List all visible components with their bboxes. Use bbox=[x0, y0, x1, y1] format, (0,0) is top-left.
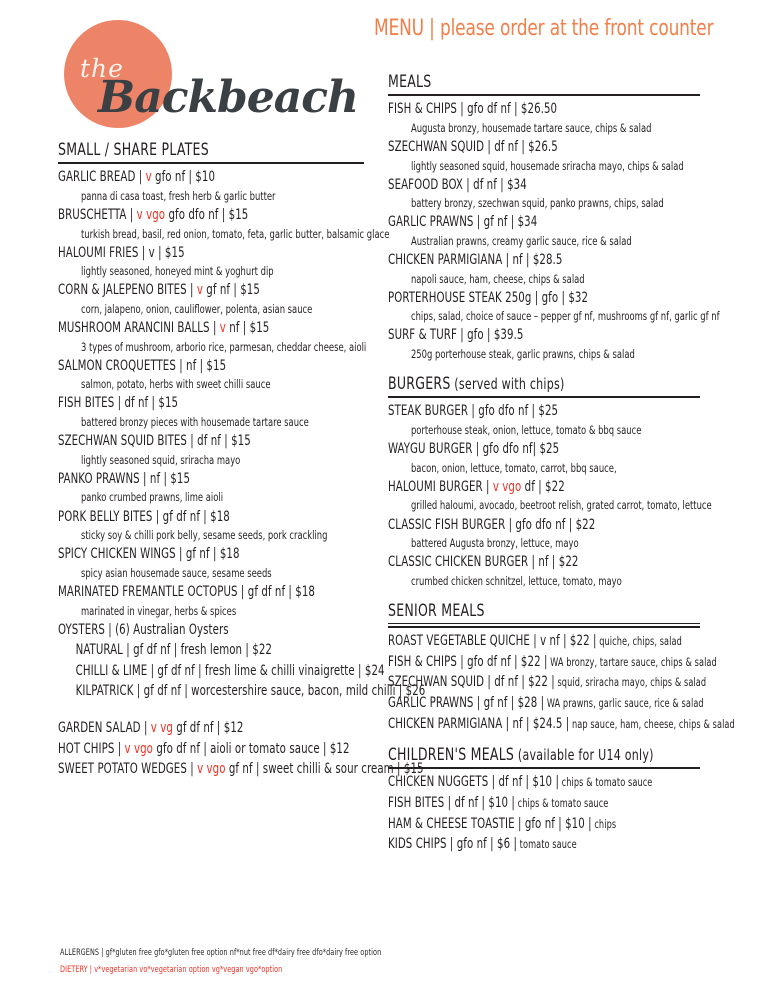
section-divider bbox=[388, 623, 700, 628]
menu-item-tags-dietary: v bbox=[196, 282, 203, 299]
menu-item-line bbox=[388, 814, 638, 835]
section-title-small-share-plates: SMALL / SHARE PLATES bbox=[58, 140, 209, 160]
menu-item-name: GARLIC BREAD | bbox=[58, 169, 143, 186]
menu-item-description: bacon, onion, lettuce, tomato, carrot, bbq sauce, bbox=[410, 460, 617, 475]
menu-item-tags-dietary: v vgo bbox=[136, 206, 166, 223]
menu-item-description: chips, salad, choice of sauce – pepper gf nf, mushrooms gf nf, garlic gf nf bbox=[410, 309, 720, 324]
menu-item-name: SPICY CHICKEN WINGS | gf nf | $18 bbox=[58, 546, 240, 563]
menu-item-line bbox=[58, 356, 303, 377]
menu-item-tags-dietary: v bbox=[145, 169, 152, 186]
menu-item-description: chips bbox=[591, 816, 617, 831]
menu-item-name: SZECHWAN SQUID BITES | df nf | $15 bbox=[58, 433, 251, 450]
menu-item-line: CHICKEN PARMIGIANA | nf | $28.5 bbox=[388, 252, 563, 269]
brand-logo bbox=[58, 18, 358, 128]
menu-item bbox=[388, 250, 700, 288]
menu-item bbox=[388, 401, 700, 439]
menu-item bbox=[58, 718, 364, 739]
menu-item-line bbox=[58, 507, 303, 528]
section-divider bbox=[58, 162, 364, 164]
menu-item bbox=[58, 356, 364, 394]
menu-item bbox=[388, 693, 704, 714]
menu-item bbox=[388, 99, 700, 137]
menu-item-line bbox=[388, 793, 638, 814]
menu-item bbox=[58, 544, 364, 582]
menu-item-description: nap sauce, ham, cheese, chips & salad bbox=[569, 716, 735, 731]
menu-item-name: HOT CHIPS | bbox=[58, 740, 122, 757]
section-title-text: CHILDREN'S MEALS bbox=[388, 745, 515, 766]
menu-item-name: BRUSCHETTA | bbox=[58, 206, 134, 223]
logo-the-text: the bbox=[80, 54, 124, 83]
menu-item-name: PORK BELLY BITES | gf df nf | $18 bbox=[58, 508, 230, 525]
menu-item-description: grilled haloumi, avocado, beetroot relish, grated carrot, tomato, lettuce bbox=[410, 498, 712, 513]
menu-item-line bbox=[388, 834, 638, 855]
section-title-senior-meals: SENIOR MEALS bbox=[388, 600, 485, 621]
menu-item-line bbox=[58, 739, 350, 760]
menu-item-name: FISH BITES | df nf | $10 | bbox=[388, 795, 515, 811]
menu-item-line: SURF & TURF | gfo | $39.5 bbox=[388, 327, 524, 344]
menu-item bbox=[388, 325, 700, 363]
section-burgers bbox=[388, 374, 712, 590]
menu-item-description: panko crumbed prawns, lime aioli bbox=[80, 490, 224, 505]
menu-item bbox=[58, 393, 364, 431]
menu-item-description: lightly seasoned squid, sriracha mayo bbox=[80, 452, 241, 467]
menu-item bbox=[388, 834, 700, 855]
menu-item-name: MARINATED FREMANTLE OCTOPUS | gf df nf | $18 bbox=[58, 583, 316, 600]
section-title-childrens-meals bbox=[388, 745, 654, 766]
legend bbox=[60, 944, 380, 978]
menu-item bbox=[388, 137, 700, 175]
menu-subitem-line: KILPATRICK | gf df nf | worcestershire sauce, bacon, mild chilli | $26 bbox=[75, 683, 426, 700]
menu-item-description: battered bronzy pieces with housemade tartare sauce bbox=[80, 415, 309, 430]
menu-item-name: GARLIC PRAWNS | gf nf | $28 | bbox=[388, 694, 545, 711]
menu-item-tags-dietary: v bbox=[219, 320, 226, 337]
menu-item-line bbox=[388, 714, 735, 735]
menu-item bbox=[58, 507, 364, 545]
menu-item-name: ROAST VEGETABLE QUICHE | v nf | $22 | bbox=[388, 633, 597, 650]
menu-item bbox=[388, 439, 700, 477]
section-title-text: BURGERS bbox=[388, 374, 451, 395]
section-meals bbox=[388, 72, 720, 363]
menu-item-line bbox=[58, 280, 303, 301]
menu-item-description: WA prawns, garlic sauce, rice & salad bbox=[544, 695, 704, 710]
menu-item-line bbox=[58, 544, 303, 565]
menu-item bbox=[388, 652, 717, 673]
menu-item-line bbox=[388, 477, 638, 498]
menu-subitem bbox=[58, 661, 385, 682]
menu-item-tags: df | $22 bbox=[524, 478, 565, 495]
menu-item bbox=[58, 739, 364, 760]
menu-item-name: CORN & JALEPENO BITES | bbox=[58, 282, 194, 299]
legend-dietery: DIETERY | v*vegetarian vo*vegetarian option vg*vegan vgo*option bbox=[60, 963, 283, 974]
menu-item bbox=[58, 431, 364, 469]
menu-item-line bbox=[388, 772, 653, 793]
menu-item-description: Augusta bronzy, housemade tartare sauce, chips & salad bbox=[410, 120, 652, 135]
menu-item-line bbox=[58, 431, 303, 452]
menu-item-tags: gf df nf | $12 bbox=[176, 720, 244, 737]
menu-item-description: panna di casa toast, fresh herb & garlic butter bbox=[80, 188, 276, 203]
menu-item-name: HAM & CHEESE TOASTIE | gfo nf | $10 | bbox=[388, 815, 592, 832]
menu-item-description: spicy asian housemade sauce, sesame seeds bbox=[80, 565, 272, 580]
menu-item-description: napoli sauce, ham, cheese, chips & salad bbox=[410, 271, 585, 286]
menu-item-description: chips & tomato sauce bbox=[558, 775, 653, 790]
menu-item-line: SZECHWAN SQUID | df nf | $26.5 bbox=[388, 138, 558, 155]
menu-item bbox=[388, 212, 700, 250]
spacer bbox=[58, 702, 364, 718]
spacer bbox=[388, 592, 700, 601]
section-title-meals: MEALS bbox=[388, 72, 432, 92]
menu-item-description: chips & tomato sauce bbox=[514, 796, 609, 810]
menu-item-description: WA bronzy, tartare sauce, chips & salad bbox=[547, 654, 717, 669]
menu-item-oysters bbox=[58, 620, 364, 641]
menu-item-description: battery bronzy, szechwan squid, panko prawns, chips, salad bbox=[410, 196, 664, 211]
menu-item-description: lightly seasoned squid, housemade sriracha mayo, chips & salad bbox=[410, 158, 684, 173]
menu-item-description: corn, jalapeno, onion, cauliflower, polenta, asian sauce bbox=[80, 301, 313, 316]
spacer bbox=[388, 365, 700, 374]
menu-item-tags-dietary: v vgo bbox=[124, 740, 154, 757]
menu-item-tags: gfo nf | $10 bbox=[155, 169, 216, 186]
menu-item-name: FISH & CHIPS | gfo df nf | $22 | bbox=[388, 653, 548, 670]
menu-item-line: STEAK BURGER | gfo dfo nf | $25 bbox=[388, 403, 559, 420]
menu-item bbox=[388, 552, 700, 590]
menu-subitem-line: CHILLI & LIME | gf df nf | fresh lime & chilli vinaigrette | $24 bbox=[75, 662, 385, 679]
menu-item-line: SEAFOOD BOX | df nf | $34 bbox=[388, 176, 527, 193]
menu-item-tags: gf nf | sweet chilli & sour cream | $15 bbox=[228, 761, 424, 778]
menu-item-line: FISH & CHIPS | gfo df nf | $26.50 bbox=[388, 101, 558, 118]
menu-item-description: quiche, chips, salad bbox=[596, 634, 682, 649]
menu-item-description: marinated in vinegar, herbs & spices bbox=[80, 603, 237, 618]
menu-item-line: WAYGU BURGER | gfo dfo nf| $25 bbox=[388, 441, 560, 458]
menu-item bbox=[58, 582, 364, 620]
menu-item-description: porterhouse steak, onion, lettuce, tomato & bbq sauce bbox=[410, 423, 642, 438]
menu-item-description: crumbed chicken schnitzel, lettuce, tomato, mayo bbox=[410, 573, 622, 588]
menu-item-description: salmon, potato, herbs with sweet chilli sauce bbox=[80, 377, 271, 392]
menu-item-name: CHICKEN PARMIGIANA | nf | $24.5 | bbox=[388, 715, 570, 732]
menu-item-name: SALMON CROQUETTES | nf | $15 bbox=[58, 357, 227, 374]
legend-allergens: ALLERGENS | gf*gluten free gfo*gluten free option nf*nut free df*dairy free dfo*dairy free option bbox=[60, 947, 382, 957]
menu-item bbox=[58, 318, 367, 356]
menu-item-line bbox=[58, 582, 316, 603]
menu-item-name: SZECHWAN SQUID | df nf | $22 | bbox=[388, 674, 555, 691]
menu-item bbox=[58, 167, 364, 205]
menu-subitem bbox=[58, 640, 364, 661]
menu-item-name: CHICKEN NUGGETS | df nf | $10 | bbox=[388, 774, 559, 791]
menu-item-line bbox=[388, 631, 682, 652]
menu-item-line bbox=[58, 393, 303, 414]
menu-item-line bbox=[388, 693, 704, 714]
menu-item-line: PORTERHOUSE STEAK 250g | gfo | $32 bbox=[388, 289, 589, 306]
menu-item bbox=[388, 477, 712, 515]
logo-name-text: Backbeach bbox=[98, 72, 359, 123]
spacer bbox=[388, 736, 700, 745]
section-title-burgers bbox=[388, 374, 644, 395]
menu-item-line bbox=[58, 318, 303, 339]
menu-item bbox=[388, 793, 700, 814]
menu-item-tags: gf nf | $15 bbox=[206, 282, 260, 299]
menu-item-line: OYSTERS | (6) Australian Oysters bbox=[58, 621, 229, 638]
menu-item-description: turkish bread, basil, red onion, tomato, feta, garlic butter, balsamic glace bbox=[80, 226, 390, 241]
menu-item bbox=[388, 175, 700, 213]
menu-item-line bbox=[58, 759, 424, 780]
section-title-subtext: (served with chips) bbox=[450, 375, 565, 394]
menu-item-name: SWEET POTATO WEDGES | bbox=[58, 761, 194, 778]
menu-item-line bbox=[388, 652, 717, 673]
menu-item-name: HALOUMI BURGER | bbox=[388, 478, 490, 495]
menu-item bbox=[388, 772, 700, 793]
menu-item-name: HALOUMI FRIES | v | $15 bbox=[58, 244, 185, 261]
menu-item bbox=[388, 814, 700, 835]
section-divider bbox=[388, 396, 700, 398]
menu-item-description: 3 types of mushroom, arborio rice, parmesan, cheddar cheese, aioli bbox=[80, 339, 367, 354]
menu-item bbox=[58, 243, 364, 281]
menu-item-name: KIDS CHIPS | gfo nf | $6 | bbox=[388, 836, 517, 853]
menu-item-tags-dietary: v vgo bbox=[197, 761, 226, 778]
menu-item-line: GARLIC PRAWNS | gf nf | $34 bbox=[388, 214, 538, 231]
menu-item-name: PANKO PRAWNS | nf | $15 bbox=[58, 470, 191, 487]
menu-subitem-line: NATURAL | gf df nf | fresh lemon | $22 bbox=[75, 642, 272, 659]
menu-item bbox=[58, 280, 364, 318]
menu-item bbox=[58, 469, 364, 507]
menu-item-description: squid, sriracha mayo, chips & salad bbox=[554, 675, 707, 690]
menu-item-line bbox=[388, 672, 707, 693]
section-title-subtext: (available for U14 only) bbox=[514, 746, 654, 765]
menu-item-description: tomato sauce bbox=[517, 837, 577, 852]
menu-item-line bbox=[58, 167, 303, 188]
menu-item-tags-dietary: v vgo bbox=[492, 478, 522, 495]
menu-item bbox=[388, 288, 720, 326]
menu-item-description: lightly seasoned, honeyed mint & yoghurt dip bbox=[80, 264, 274, 279]
menu-item-tags: gfo df nf | aioli or tomato sauce | $12 bbox=[156, 740, 350, 757]
menu-item-tags: gfo dfo nf | $15 bbox=[168, 206, 249, 223]
menu-subitem bbox=[58, 681, 426, 702]
section-childrens-meals bbox=[388, 745, 700, 855]
menu-item-name: FISH BITES | df nf | $15 bbox=[58, 395, 179, 412]
menu-item-line bbox=[58, 469, 303, 490]
menu-item-line bbox=[58, 243, 303, 264]
menu-item-description: Australian prawns, creamy garlic sauce, rice & salad bbox=[410, 233, 632, 248]
menu-item-name: MUSHROOM ARANCINI BALLS | bbox=[58, 320, 217, 337]
menu-item-line: CLASSIC CHICKEN BURGER | nf | $22 bbox=[388, 554, 579, 571]
menu-item-name: GARDEN SALAD | bbox=[58, 720, 148, 737]
right-column bbox=[388, 72, 735, 857]
menu-item bbox=[388, 515, 700, 553]
menu-item-line bbox=[58, 718, 303, 739]
menu-item-description: battered Augusta bronzy, lettuce, mayo bbox=[410, 536, 579, 551]
section-divider bbox=[388, 767, 700, 769]
menu-item bbox=[388, 714, 735, 735]
menu-item bbox=[388, 631, 700, 652]
menu-item bbox=[58, 205, 390, 243]
menu-item-tags-dietary: v vg bbox=[150, 720, 173, 737]
menu-item bbox=[388, 672, 707, 693]
menu-item-description: 250g porterhouse steak, garlic prawns, chips & salad bbox=[410, 347, 635, 362]
menu-item-description: sticky soy & chilli pork belly, sesame seeds, pork crackling bbox=[80, 528, 328, 543]
section-divider bbox=[388, 94, 700, 96]
menu-item-tags: nf | $15 bbox=[229, 320, 270, 337]
menu-item bbox=[58, 759, 424, 780]
section-senior-meals bbox=[388, 600, 735, 734]
menu-item-line bbox=[58, 205, 303, 226]
menu-header-banner: MENU | please order at the front counter bbox=[374, 16, 714, 41]
menu-item-line: CLASSIC FISH BURGER | gfo dfo nf | $22 bbox=[388, 516, 596, 533]
